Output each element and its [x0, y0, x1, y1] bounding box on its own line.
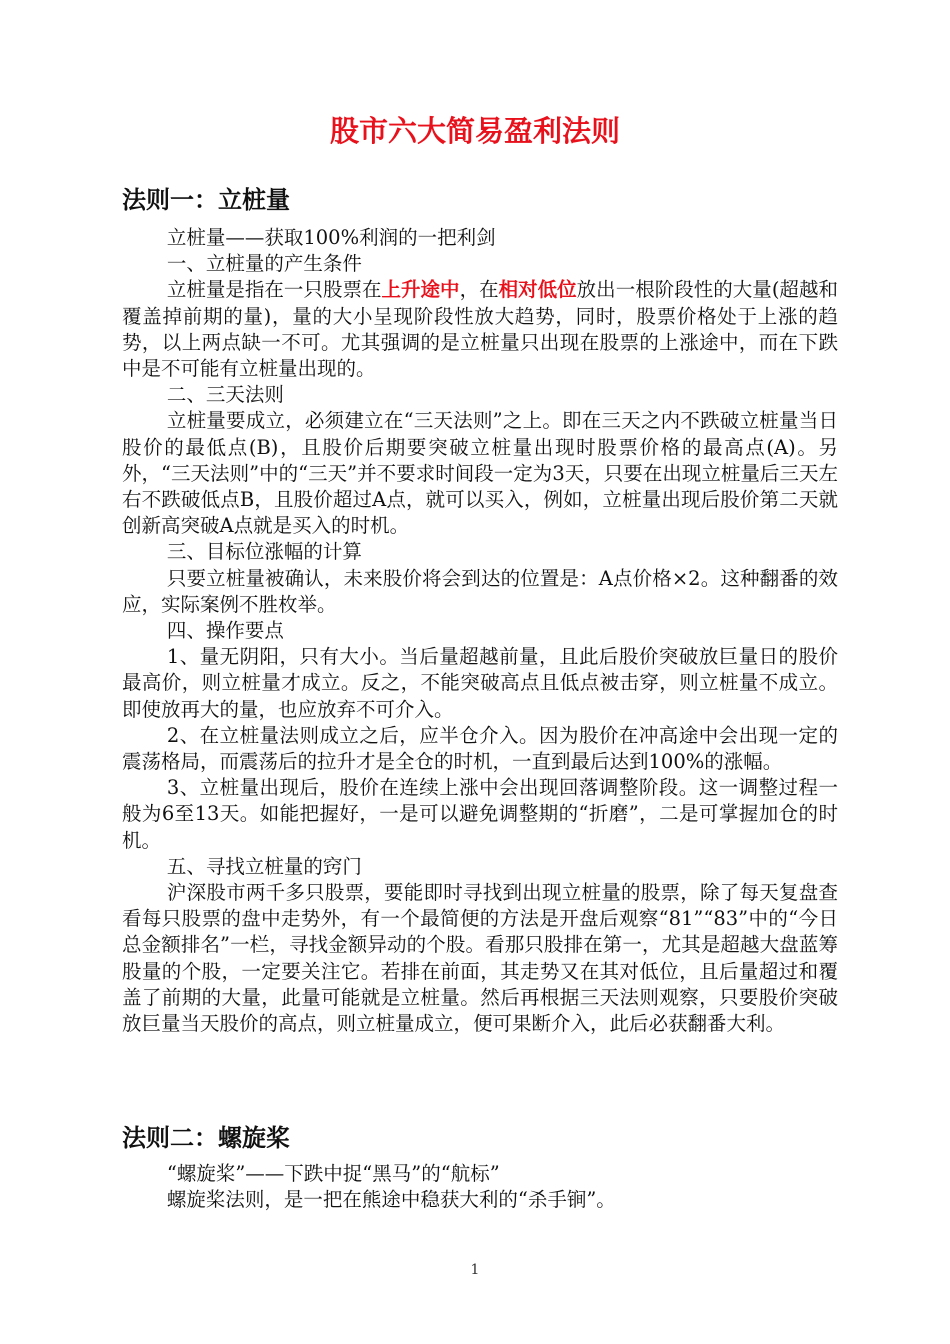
- law1-section5-title: 五、寻找立桩量的窍门: [166, 854, 362, 878]
- law1-subtitle: 立桩量——获取100%利润的一把利剑: [166, 226, 496, 249]
- law2-body: [122, 1161, 838, 1213]
- law1-section4-point2: 2、在立桩量法则成立之后，应半仓介入。因为股价在冲高途中会出现一定的震荡格局，而震荡后的拉升才是全仓的时机，一直到最后达到100%的涨幅。: [122, 723, 838, 774]
- law1-section4-title: 四、操作要点: [166, 619, 284, 643]
- law1-body: [122, 225, 838, 1037]
- paragraph-text: 立桩量是指在一只股票在: [166, 278, 382, 302]
- paragraph-text: ，在: [459, 278, 499, 302]
- law1-section1-paragraph: [122, 277, 838, 382]
- law2-paragraph1: 螺旋桨法则，是一把在熊途中稳获大利的“杀手锏”。: [166, 1188, 616, 1212]
- law1-section5-paragraph: 沪深股市两千多只股票，要能即时寻找到出现立桩量的股票，除了每天复盘查看每只股票的盘中走势外，有一个最简便的方法是开盘后观察“81”“83”中的“今日总金额排名”一栏，寻找金额异动的个股。看那只股排在第一，尤其是超越大盘蓝筹股量的个股，一定要关注它。若排在前面，其走势又在其对低位，且后量超过和覆盖了前期的大量，此量可能就是立桩量。然后再根据三天法则观察，只要股价突破放巨量当天股价的高点，则立桩量成立，便可果断介入，此后必获翻番大利。: [122, 881, 838, 1036]
- document-title: 股市六大简易盈利法则: [329, 114, 620, 148]
- law1-section2-title: 二、三天法则: [166, 383, 284, 407]
- law1-section4-point3: 3、立桩量出现后，股价在连续上涨中会出现回落调整阶段。这一调整过程一般为6至13天。如能把握好，一是可以避免调整期的“折磨”，二是可掌握加仓的时机。: [122, 776, 838, 852]
- paragraph-text: 放出一根阶段性的大量(超越和覆盖掉前期的量)，量的大小呈现阶段性放大趋势，同时，股票价格处于上涨的趋势，以上两点缺一不可。尤其强调的是立桩量只出现在股票的上涨途中，而在下跌中是不可能有立桩量出现的。: [122, 278, 838, 381]
- law1-section1-title: 一、立桩量的产生条件: [166, 252, 362, 276]
- highlight-low-position: 相对低位: [498, 278, 577, 302]
- law2-subtitle: “螺旋桨”——下跌中捉“黑马”的“航标”: [166, 1162, 500, 1185]
- law2-heading: 法则二：螺旋桨: [122, 1124, 290, 1152]
- law1-section3-title: 三、目标位涨幅的计算: [166, 540, 362, 564]
- law1-heading: 法则一：立桩量: [122, 186, 290, 214]
- highlight-rising: 上升途中: [381, 278, 460, 302]
- law1-section3-paragraph: 只要立桩量被确认，未来股价将会到达的位置是：A点价格×2。这种翻番的效应，实际案例不胜枚举。: [122, 566, 838, 616]
- law1-section2-paragraph: 立桩量要成立，必须建立在“三天法则”之上。即在三天之内不跌破立桩量当日股价的最低点(B)，且股价后期要突破立桩量出现时股票价格的最高点(A)。另外，“三天法则”中的“三天”并不要求时间段一定为3天，只要在出现立桩量后三天左右不跌破低点B，且股价超过A点，就可以买入，例如，立桩量出现后股价第二天就创新高突破A点就是买入的时机。: [122, 409, 838, 538]
- page-number: 1: [470, 1262, 480, 1278]
- law1-section4-point1: 1、量无阴阳，只有大小。当后量超越前量，且此后股价突破放巨量日的股价最高价，则立桩量才成立。反之，不能突破高点且低点被击穿，则立桩量不成立。即使放再大的量，也应放弃不可介入。: [122, 645, 838, 721]
